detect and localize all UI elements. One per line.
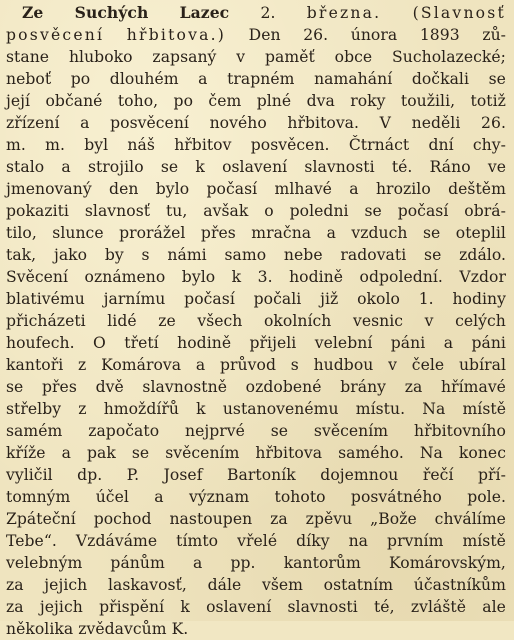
article-word: se (131, 444, 150, 462)
article-word: m. (6, 136, 26, 154)
article-word: března. (306, 4, 382, 22)
article-word: slavnosti (287, 598, 358, 616)
article-line (6, 90, 506, 112)
article-word: tu, (165, 202, 188, 220)
article-word: Josef (163, 466, 203, 484)
news-article (6, 2, 506, 640)
article-word: průvod (220, 356, 276, 374)
article-word: slavnosti (304, 158, 375, 176)
article-word: střelby (6, 400, 62, 418)
article-word: dní (428, 136, 454, 154)
article-line (6, 420, 506, 442)
article-word: s (141, 246, 150, 264)
article-word: oteplil (455, 224, 506, 242)
article-word: dvě (95, 378, 124, 396)
article-word: oslavení (206, 598, 272, 616)
article-word: jmenovaný (6, 180, 92, 198)
article-word: V (379, 114, 391, 132)
article-word: obce (334, 48, 373, 66)
article-word: místě (462, 400, 506, 418)
article-word: celých (455, 312, 506, 330)
article-line (6, 134, 506, 156)
article-word: velebným (6, 554, 83, 572)
article-line (6, 46, 506, 68)
article-line (6, 310, 506, 332)
article-word: bylo (181, 268, 216, 286)
article-word: prvním (387, 532, 444, 550)
article-word: mračna (251, 224, 312, 242)
article-word: slavnostně (142, 378, 227, 396)
article-word: jarnímu (103, 290, 166, 308)
article-word: ustanovenému (222, 400, 339, 418)
article-word: stalo (6, 158, 45, 176)
article-word: Den (248, 26, 281, 44)
article-word: Na (419, 444, 443, 462)
article-word: účel (95, 488, 129, 506)
article-word: trapném (227, 70, 295, 88)
article-line (6, 112, 506, 134)
article-word: k (196, 400, 206, 418)
article-word: hřímavé (441, 378, 506, 396)
article-word: zpěvu (305, 510, 353, 528)
article-line (6, 200, 506, 222)
article-word: houfech. (6, 334, 75, 352)
article-word: oznámeno (84, 268, 166, 286)
article-word: třetí (124, 334, 159, 352)
article-word: Svěcení (6, 268, 69, 286)
article-word: ale (482, 598, 506, 616)
article-word: tímto (176, 532, 219, 550)
article-word: v (424, 312, 434, 330)
article-word: 26. (481, 114, 506, 132)
article-word: hřbitova (255, 444, 323, 462)
article-word: zů- (482, 26, 506, 44)
article-word: pak (86, 444, 116, 462)
article-word: posvěcení (110, 114, 189, 132)
article-word: díky (296, 532, 330, 550)
article-word: a (326, 224, 336, 242)
article-word: nastoupen (169, 510, 253, 528)
article-line (6, 398, 506, 420)
article-word: řečí (422, 466, 454, 484)
article-word: a (198, 70, 208, 88)
article-word: 1893 (419, 26, 460, 44)
article-word: náš (127, 136, 155, 154)
article-word: přes (42, 378, 77, 396)
article-word: K. (171, 620, 189, 638)
article-word: a (195, 356, 206, 374)
article-word: na (348, 532, 369, 550)
article-word: všem (261, 576, 303, 594)
article-word: občané (45, 92, 103, 110)
article-word: nejprvé (184, 422, 245, 440)
article-word: 3. (257, 268, 273, 286)
article-word: namahání (314, 70, 393, 88)
article-word: a (154, 488, 164, 506)
article-word: paměť (264, 48, 315, 66)
article-word: poledni (289, 202, 349, 220)
article-word: nebe (283, 246, 323, 264)
article-word: Vzdor (459, 268, 506, 286)
article-word: se (422, 224, 441, 242)
article-word: Vzdáváme (75, 532, 158, 550)
article-line (6, 222, 506, 244)
article-word: Suchých (74, 3, 149, 22)
article-word: totiž (470, 92, 506, 110)
article-word: posvěcení (6, 26, 105, 44)
article-word: O (93, 334, 106, 352)
article-word: bylo (155, 180, 190, 198)
article-word: páni (390, 334, 426, 352)
article-word: lidé (107, 312, 137, 330)
article-word: ze (158, 312, 176, 330)
article-word: počali (253, 290, 302, 308)
article-word: deštěm (448, 180, 506, 198)
article-word: o (264, 202, 274, 220)
article-word: přispění (99, 598, 165, 616)
article-word: Zpáteční (6, 510, 76, 528)
article-line (6, 266, 506, 288)
article-word: započato (88, 422, 160, 440)
article-word: hodiny (452, 290, 506, 308)
article-word: Ráno (429, 158, 471, 176)
article-word: hodině (177, 334, 232, 352)
article-word: Lazec (179, 3, 230, 22)
article-line (6, 288, 506, 310)
article-word: kantorům (283, 554, 361, 572)
article-word: 26. (303, 26, 329, 44)
article-word: čem (208, 92, 242, 110)
article-word: velební (314, 334, 373, 352)
article-word: Komárovským, (388, 554, 506, 572)
article-line (6, 24, 506, 46)
article-line (6, 442, 506, 464)
article-word: samém (6, 422, 63, 440)
article-word: z (78, 356, 87, 374)
article-word: té. (391, 158, 413, 176)
article-word: a (61, 444, 71, 462)
article-word: té, (373, 598, 395, 616)
article-word: chválíme (434, 510, 506, 528)
article-line (6, 376, 506, 398)
article-word: a (443, 334, 454, 352)
article-word: v (388, 356, 398, 374)
article-word: avšak (203, 202, 249, 220)
article-word: po (70, 70, 91, 88)
article-word: se (488, 70, 506, 88)
article-word: Na (422, 400, 446, 418)
article-word: den (109, 180, 139, 198)
article-word: toužili, (400, 92, 456, 110)
article-word: Ze (22, 3, 44, 22)
article-word: Komárova (101, 356, 182, 374)
article-word: po (173, 92, 194, 110)
article-word: ozdobené (245, 378, 322, 396)
article-word: a (192, 554, 203, 572)
article-word: hluboko (68, 48, 133, 66)
article-line (6, 354, 506, 376)
article-word: k (195, 158, 205, 176)
article-word: dva (306, 92, 335, 110)
article-word: pp. (230, 554, 256, 572)
article-word: slunce (52, 224, 104, 242)
article-word: laskavosť, (107, 576, 187, 594)
article-word: posvěcen. (250, 136, 330, 154)
article-word: blativému (6, 290, 85, 308)
article-line (6, 178, 506, 200)
article-word: tomným (6, 488, 71, 506)
article-word: prorážel (119, 224, 186, 242)
article-word: páni (471, 334, 506, 352)
article-word: pokaziti (6, 202, 69, 220)
article-word: okolních (263, 312, 332, 330)
article-word: stane (6, 48, 50, 66)
article-word: samého. (338, 444, 404, 462)
article-word: února (350, 26, 398, 44)
article-word: jejich (44, 576, 88, 594)
article-word: se (364, 202, 382, 220)
article-word: a (61, 158, 71, 176)
article-word: pánům (110, 554, 165, 572)
article-word: za (404, 378, 423, 396)
article-word: za (270, 510, 288, 528)
article-word: pří- (478, 466, 506, 484)
article-word: z (78, 400, 87, 418)
article-word: význam (188, 488, 250, 506)
article-word: hudbou (313, 356, 374, 374)
article-word: její (6, 92, 31, 110)
article-word: posvátného (350, 488, 442, 506)
article-word: m. (45, 136, 65, 154)
article-word: zapsaný (152, 48, 217, 66)
article-word: vyličil (6, 466, 53, 484)
article-word: pochod (93, 510, 152, 528)
article-word: Bartoník (227, 466, 296, 484)
article-word: 2. (260, 4, 276, 22)
article-line (6, 332, 506, 354)
article-word: vzduch (351, 224, 408, 242)
article-word: k (180, 598, 190, 616)
article-word: konec (458, 444, 506, 462)
article-word: neboť (6, 70, 52, 88)
article-word: plné (256, 92, 292, 110)
article-line (6, 508, 506, 530)
article-word: svěcením (313, 422, 389, 440)
article-word: počasí (206, 180, 258, 198)
article-word: námi (167, 246, 207, 264)
article-line (6, 2, 506, 24)
article-word: jejich (39, 598, 83, 616)
article-word: se (270, 422, 289, 440)
article-line (6, 68, 506, 90)
article-word: kříže (6, 444, 46, 462)
article-word: hřbitov (174, 136, 232, 154)
article-word: ve (487, 158, 506, 176)
article-word: s (290, 356, 299, 374)
article-word: účastníkům (413, 576, 506, 594)
article-word: slavnosť (84, 202, 151, 220)
article-word: oslavení (222, 158, 288, 176)
article-word: za (6, 576, 24, 594)
article-word: odpolední. (359, 268, 443, 286)
article-word: „Bože (370, 510, 417, 528)
article-word: obrá- (464, 202, 506, 220)
article-word: Čtrnáct (348, 136, 410, 154)
article-word: počasí (397, 202, 449, 220)
article-word: dojemnou (320, 466, 399, 484)
article-word: mlhavé (274, 180, 332, 198)
article-word: P. (126, 466, 140, 484)
article-word: všech (197, 312, 243, 330)
article-line (6, 552, 506, 574)
article-line (6, 574, 506, 596)
article-word: tilo, (6, 224, 37, 242)
article-word: brány (340, 378, 387, 396)
article-word: nového (209, 114, 267, 132)
article-word: toho, (117, 92, 159, 110)
article-word: dočkali (411, 70, 470, 88)
article-word: by (104, 246, 124, 264)
article-word: několika (6, 620, 74, 638)
article-word: hřbitovního (413, 422, 506, 440)
article-word: strojilo (87, 158, 144, 176)
article-word: kantoři (6, 356, 64, 374)
article-word: tak, (6, 246, 37, 264)
article-word: počasí (184, 290, 235, 308)
article-word: k (231, 268, 242, 286)
article-line (6, 464, 506, 486)
article-line (6, 244, 506, 266)
article-word: hmoždířů (103, 400, 179, 418)
article-word: dp. (77, 466, 103, 484)
article-word: zdálo. (459, 246, 506, 264)
article-word: (Slavnosť (412, 4, 506, 22)
article-word: roky (350, 92, 386, 110)
article-word: za (6, 598, 24, 616)
article-word: Sucholazecké; (392, 48, 506, 66)
article-word: radovati (340, 246, 407, 264)
article-line-last (6, 618, 506, 640)
article-word: se (6, 378, 24, 396)
article-word: svěcením (165, 444, 240, 462)
article-word: okolo (357, 290, 400, 308)
article-word: a (80, 114, 90, 132)
article-word: pole. (467, 488, 506, 506)
article-word: čele (411, 356, 445, 374)
article-line (6, 596, 506, 618)
article-word: hřbitova. (287, 114, 360, 132)
article-word: chy- (472, 136, 506, 154)
article-word: tohoto (274, 488, 326, 506)
article-word: hřbitova.) (126, 26, 227, 44)
article-word: neděli (411, 114, 461, 132)
article-word: hodině (289, 268, 344, 286)
article-word: ostatním (323, 576, 394, 594)
article-word: místu. (355, 400, 406, 418)
article-word: v (236, 48, 246, 66)
article-word: samo (224, 246, 267, 264)
article-word: přicházeti (6, 312, 86, 330)
article-word: Tebe“. (6, 532, 57, 550)
article-word: vřelé (237, 532, 278, 550)
article-word: přijeli (249, 334, 297, 352)
article-word: ubíral (458, 356, 506, 374)
article-word: jako (53, 246, 88, 264)
article-word: dlouhém (109, 70, 179, 88)
article-word: již (320, 290, 339, 308)
article-word: zřízení (6, 114, 60, 132)
article-word: zvědavcům (78, 620, 167, 638)
article-word: zvláště (410, 598, 466, 616)
article-word: hrozilo (375, 180, 431, 198)
article-line (6, 486, 506, 508)
article-word: se (424, 246, 442, 264)
article-word: se (160, 158, 179, 176)
article-word: a (349, 180, 359, 198)
article-word: vesnic (352, 312, 404, 330)
article-line (6, 156, 506, 178)
article-word: byl (84, 136, 109, 154)
article-line (6, 530, 506, 552)
article-word: místě (462, 532, 506, 550)
article-word: přes (200, 224, 236, 242)
article-word: dále (207, 576, 242, 594)
article-word: 1. (418, 290, 434, 308)
